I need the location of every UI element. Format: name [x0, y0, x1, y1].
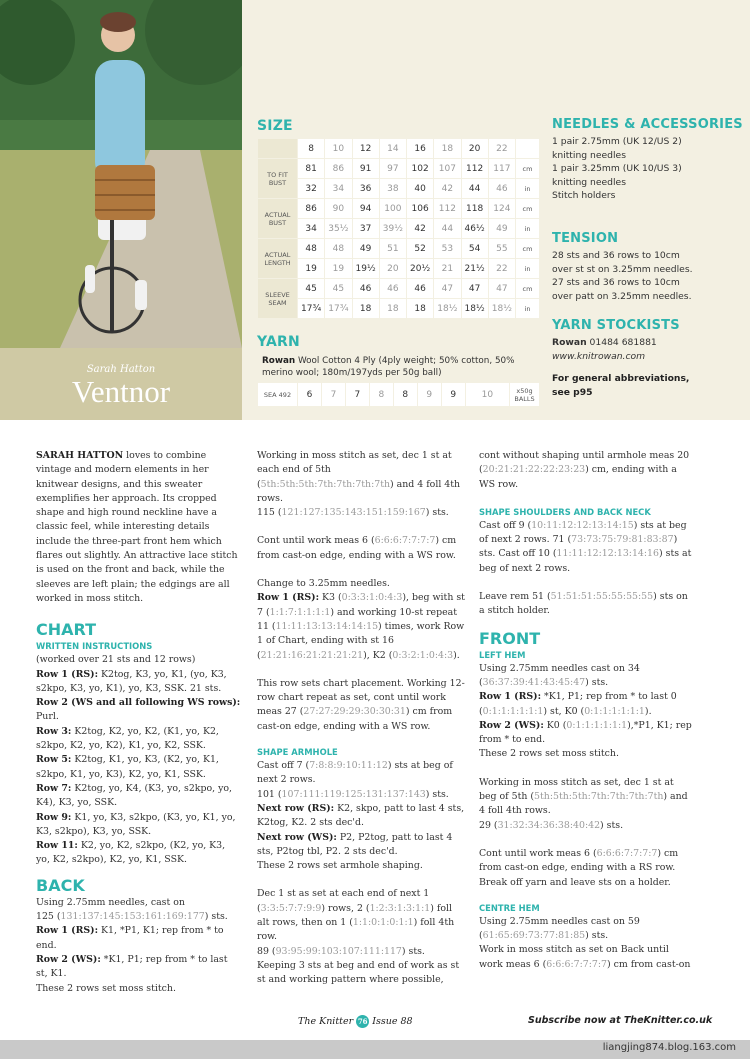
size-cell: 53: [434, 239, 461, 259]
dec-paragraph: Working in moss stitch as set, dec 1 st at each end of 5th (5th:5th:5th:7th:7th:7th:7th) and 4 foll 4th rows. 115 (121:127:135:143:151:159:167) sts.: [257, 450, 461, 519]
size-cell: 44: [461, 179, 488, 199]
size-cell: 17¾: [325, 299, 352, 319]
tension-line: over patt on 3.25mm needles.: [552, 290, 692, 302]
size-cell: 55: [488, 239, 515, 259]
chart-row: Row 3: K2tog, K2, yo, K2, (K1, yo, K2, s2kpo, K2, yo, K2), K1, yo, K2, SSK.: [36, 725, 219, 752]
column-2: [257, 449, 467, 988]
size-cell: 21: [434, 259, 461, 279]
ball-count: 10: [465, 383, 509, 407]
size-cell: 106: [407, 199, 434, 219]
size-cell: 22: [488, 139, 515, 159]
chart-row: Row 2 (WS and all following WS rows): Purl.: [36, 697, 241, 723]
placement-paragraph: This row sets chart placement. Working 12-row chart repeat as set, cont until work meas 27 (27:27:29:29:30:30:31) cm from cast-on edge, ending with a WS row.: [257, 677, 465, 732]
size-cell: 12: [352, 139, 379, 159]
tension-section: [552, 232, 747, 303]
size-cell: 32: [298, 179, 325, 199]
abbreviations-note: For general abbreviations, see p95: [552, 373, 690, 398]
ball-count: 9: [417, 383, 441, 407]
size-cell: 47: [461, 279, 488, 299]
size-cell: 19½: [352, 259, 379, 279]
size-cell: 49: [352, 239, 379, 259]
chart-row: Row 9: K1, yo, K3, s2kpo, (K3, yo, K1, yo, K3, s2kpo), K3, yo, SSK.: [36, 811, 236, 837]
size-cell: 37: [352, 219, 379, 239]
size-unit: [516, 139, 540, 159]
size-cell: 18: [379, 299, 406, 319]
size-cell: 38: [379, 179, 406, 199]
size-row: [258, 299, 540, 319]
needles-line: knitting needles: [552, 176, 626, 188]
size-row-label: ACTUAL LENGTH: [258, 239, 298, 279]
size-cell: 47: [434, 279, 461, 299]
tension-line: 28 sts and 36 rows to 10cm: [552, 250, 680, 261]
cont-paragraph: Cont until work meas 6 (6:6:6:7:7:7:7) cm from cast-on edge, ending with a WS row.: [257, 535, 457, 561]
left-hem-paragraph: Using 2.75mm needles cast on 34 (36:37:39:41:43:45:47) sts. Row 1 (RS): *K1, P1; rep from * to last 0 (0:1:1:1:1:1:1) st, K0 (0:1:1:1:1:1:1). Row 2 (WS): K0 (0:1:1:1:1:1:1),*P1, K1; rep from * to end. These 2 rows set moss stitch.: [479, 662, 692, 760]
size-cell: 21½: [461, 259, 488, 279]
size-unit: cm: [516, 159, 540, 179]
size-unit: in: [516, 299, 540, 319]
pattern-title: Ventnor: [71, 374, 171, 409]
size-row-label: [258, 139, 298, 159]
chart-subheading: WRITTEN INSTRUCTIONS: [36, 641, 153, 652]
size-cell: 48: [325, 239, 352, 259]
front-dec-paragraph: Working in moss stitch as set, dec 1 st at beg of 5th (5th:5th:5th:7th:7th:7th:7th) and 4 foll 4th rows. 29 (31:32:34:36:38:40:42) sts.: [479, 776, 688, 831]
chart-row: Row 7: K2tog, yo, K4, (K3, yo, s2kpo, yo, K4), K3, yo, SSK.: [36, 782, 232, 809]
size-cell: 86: [325, 159, 352, 179]
size-row: [258, 239, 540, 259]
ball-count: 6: [298, 383, 322, 407]
size-cell: 90: [325, 199, 352, 219]
yarn-brand: Rowan: [262, 356, 296, 366]
size-unit: in: [516, 219, 540, 239]
stockists-section: [552, 319, 747, 399]
size-cell: 81: [298, 159, 325, 179]
size-unit: in: [516, 259, 540, 279]
intro-name: SARAH HATTON: [36, 450, 124, 461]
size-cell: 16: [407, 139, 434, 159]
yarn-description: [262, 355, 537, 379]
footer-magazine: The Knitter 76 Issue 88: [298, 1016, 413, 1027]
size-cell: 46: [488, 179, 515, 199]
size-row: [258, 219, 540, 239]
needles-line: Stitch holders: [552, 190, 616, 201]
size-unit: cm: [516, 239, 540, 259]
size-cell: 46½: [461, 219, 488, 239]
left-hem-heading: LEFT HEM: [479, 649, 526, 660]
armhole-paragraph: Cast off 7 (7:8:8:9:10:11:12) sts at beg of next 2 rows. 101 (107:111:119:125:131:137:143) sts. Next row (RS): K2, skpo, patt to last 4 sts, K2tog, K2. 2 sts dec'd. Next row (WS): P2, P2tog, patt to last 4 sts, P2tog tbl, P2. 2 sts dec'd. These 2 rows set armhole shaping.: [257, 760, 465, 872]
needles-line: 1 pair 2.75mm (UK 12/US 2): [552, 136, 682, 147]
size-heading: SIZE: [257, 118, 293, 134]
stockist-phone: 01484 681881: [589, 337, 657, 348]
size-table: [257, 138, 540, 319]
size-cell: 34: [325, 179, 352, 199]
size-cell: 107: [434, 159, 461, 179]
designer-name: Sarah Hatton: [86, 364, 156, 375]
chart-paragraph: Change to 3.25mm needles. Row 1 (RS): K3 (0:3:3:1:0:4:3), beg with st 7 (1:1:7:1:1:1:1) and working 10-st repeat 11 (11:11:13:13:14:14:15) times, work Row 1 of Chart, ending with st 16 (21:21:16:21:21:21:21), K2 (0:3:2:1:0:4:3).: [257, 578, 465, 661]
chart-rows: [36, 668, 242, 868]
size-cell: 48: [298, 239, 325, 259]
size-cell: 22: [488, 259, 515, 279]
back-row-1: Row 1 (RS): K1, *P1, K1; rep from * to end.: [36, 925, 224, 951]
tension-line: over st st on 3.25mm needles.: [552, 263, 693, 275]
ball-count: 9: [441, 383, 465, 407]
size-unit: cm: [516, 199, 540, 219]
shoulders-paragraph: Cast off 9 (10:11:12:12:13:14:15) sts at beg of next 2 rows. 71 (73:73:75:79:81:83:87) sts. Cast off 10 (11:11:12:12:13:14:16) sts at beg of next 2 rows.: [479, 519, 692, 574]
size-row-label: TO FIT BUST: [258, 159, 298, 199]
ball-count: 8: [369, 383, 393, 407]
chart-note: (worked over 21 sts and 12 rows): [36, 654, 196, 666]
size-cell: 46: [352, 279, 379, 299]
size-cell: 102: [407, 159, 434, 179]
yarn-quantity-table: [257, 382, 540, 407]
size-cell: 19: [325, 259, 352, 279]
leave-paragraph: Leave rem 51 (51:51:51:55:55:55:55) sts on a stitch holder.: [479, 591, 688, 617]
size-cell: 44: [434, 219, 461, 239]
size-cell: 112: [434, 199, 461, 219]
size-row: [258, 139, 540, 159]
back-heading: BACK: [36, 875, 85, 895]
needles-line: knitting needles: [552, 149, 626, 161]
size-cell: 20½: [407, 259, 434, 279]
needles-line: 1 pair 3.25mm (UK 10/US 3): [552, 163, 682, 174]
size-cell: 20: [379, 259, 406, 279]
size-cell: 91: [352, 159, 379, 179]
front-cont-paragraph: Cont until work meas 6 (6:6:6:7:7:7:7) cm from cast-on edge, ending with a RS row. Break off yarn and leave sts on a holder.: [479, 847, 679, 888]
size-cell: 97: [379, 159, 406, 179]
size-cell: 18: [407, 299, 434, 319]
size-cell: 18½: [488, 299, 515, 319]
size-cell: 118: [461, 199, 488, 219]
stockist-brand: Rowan: [552, 337, 587, 348]
size-cell: 86: [298, 199, 325, 219]
size-row: [258, 279, 540, 299]
armhole-cont-paragraph: cont without shaping until armhole meas 20 (20:21:21:22:22:23:23) cm, ending with a WS row.: [479, 450, 690, 490]
size-row-label: ACTUAL BUST: [258, 199, 298, 239]
centre-hem-heading: CENTRE HEM: [479, 902, 540, 913]
column-3: [479, 449, 693, 972]
size-row: [258, 159, 540, 179]
size-cell: 100: [379, 199, 406, 219]
size-cell: 47: [488, 279, 515, 299]
size-cell: 51: [379, 239, 406, 259]
needles-section: [552, 118, 747, 203]
needles-heading: NEEDLES & ACCESSORIES: [552, 117, 743, 132]
size-cell: 45: [298, 279, 325, 299]
size-cell: 46: [407, 279, 434, 299]
size-row-label: SLEEVE SEAM: [258, 279, 298, 319]
back-line-1: Using 2.75mm needles, cast on: [36, 896, 185, 908]
stockists-heading: YARN STOCKISTS: [552, 318, 680, 333]
yarn-spec: Wool Cotton 4 Ply (4ply weight; 50% cotton, 50% merino wool; 180m/197yds per 50g ball): [262, 356, 515, 378]
size-cell: 17¾: [298, 299, 325, 319]
size-unit: in: [516, 179, 540, 199]
intro-text: loves to combine vintage and modern elements in her knitwear designs, and this sweater exemplifies her approach. Its cropped shape and high round neckline have a classic feel, while interesting details include the three-part front hem which flares out slightly. An attractive lace stitch is used on the front and back, while the sleeves are left plain; the edgings are all worked in moss stitch.: [36, 450, 238, 604]
size-row: [258, 179, 540, 199]
size-cell: 19: [298, 259, 325, 279]
title-panel: [0, 348, 242, 420]
chart-row: Row 1 (RS): K2tog, K3, yo, K1, (yo, K3, s2kpo, K3, yo, K1), yo, K3, SSK. 21 sts.: [36, 668, 227, 694]
size-cell: 20: [461, 139, 488, 159]
back-row-2: Row 2 (WS): *K1, P1; rep from * to last st, K1.: [36, 953, 228, 980]
size-cell: 36: [352, 179, 379, 199]
size-cell: 46: [379, 279, 406, 299]
dec-shaping-paragraph: Dec 1 st as set at each end of next 1 (3:3:5:7:7:9:9) rows, 2 (1:2:3:1:3:1:1) foll alt rows, then on 1 (1:1:0:1:0:1:1) foll 4th row. 89 (93:95:99:103:107:111:117) sts. Keeping 3 sts at beg and end of work as st st and working pattern where possible,: [257, 888, 460, 986]
model-photo: [0, 0, 242, 348]
back-line-2: 125 (131:137:145:153:161:169:177) sts.: [36, 911, 228, 923]
shade-label: SEA 492: [258, 383, 298, 407]
yarn-heading: YARN: [257, 334, 300, 350]
size-cell: 18½: [461, 299, 488, 319]
watermark: liangjing874.blog.163.com: [602, 1042, 736, 1053]
size-cell: 35½: [325, 219, 352, 239]
size-cell: 45: [325, 279, 352, 299]
size-cell: 39½: [379, 219, 406, 239]
ball-unit: x50g BALLS: [510, 383, 540, 407]
size-cell: 18: [352, 299, 379, 319]
chart-heading: CHART: [36, 620, 97, 640]
stockist-web[interactable]: www.knitrowan.com: [552, 350, 646, 362]
intro-paragraph: [36, 449, 242, 606]
column-1: [36, 449, 242, 996]
size-cell: 10: [325, 139, 352, 159]
header-panel: [0, 0, 750, 420]
size-cell: 40: [407, 179, 434, 199]
shoulders-heading: SHAPE SHOULDERS AND BACK NECK: [479, 506, 651, 517]
chart-row: Row 5: K2tog, K1, yo, K3, (K2, yo, K1, s2kpo, K1, yo, K3), K2, yo, K1, SSK.: [36, 754, 219, 780]
centre-hem-paragraph: Using 2.75mm needles cast on 59 (61:65:69:73:77:81:85) sts. Work in moss stitch as set on Back until work meas 6 (6:6:6:7:7:7:7) cm from cast-on: [479, 915, 691, 970]
size-unit: cm: [516, 279, 540, 299]
back-line-3: These 2 rows set moss stitch.: [36, 982, 176, 994]
ball-count: 7: [345, 383, 369, 407]
size-cell: 18: [434, 139, 461, 159]
size-cell: 49: [488, 219, 515, 239]
front-heading: FRONT: [479, 628, 541, 648]
tension-heading: TENSION: [552, 231, 619, 246]
size-cell: 8: [298, 139, 325, 159]
footer-subscribe: Subscribe now at TheKnitter.co.uk: [528, 1015, 713, 1026]
size-cell: 42: [407, 219, 434, 239]
size-cell: 42: [434, 179, 461, 199]
ball-count: 7: [321, 383, 345, 407]
size-cell: 14: [379, 139, 406, 159]
size-cell: 34: [298, 219, 325, 239]
size-cell: 94: [352, 199, 379, 219]
armhole-heading: SHAPE ARMHOLE: [257, 747, 338, 758]
chart-row: Row 11: K2, yo, K2, s2kpo, (K2, yo, K3, yo, K2, s2kpo), K2, yo, K1, SSK.: [36, 840, 226, 866]
size-cell: 112: [461, 159, 488, 179]
size-cell: 117: [488, 159, 515, 179]
tension-line: 27 sts and 36 rows to 10cm: [552, 277, 680, 288]
page-number: 76: [357, 1017, 368, 1026]
size-row: [258, 199, 540, 219]
size-cell: 52: [407, 239, 434, 259]
size-cell: 18½: [434, 299, 461, 319]
ball-count: 8: [393, 383, 417, 407]
size-cell: 54: [461, 239, 488, 259]
size-row: [258, 259, 540, 279]
footer-site-link[interactable]: TheKnitter.co.uk: [623, 1015, 713, 1026]
size-cell: 124: [488, 199, 515, 219]
